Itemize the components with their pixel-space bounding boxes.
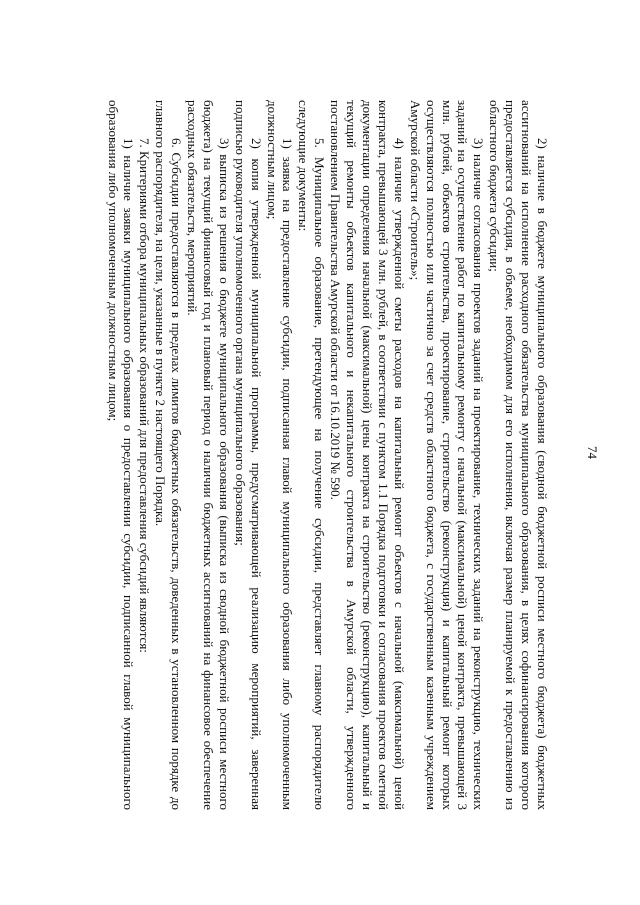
paragraph-section-5: 5. Муниципальное образование, претендующее на получение субсидии, представляет главному распорядителю следующие документы: [296, 100, 328, 810]
paragraph-item-3: 3) наличие согласования проектов заданий на проектирование, технических заданий на реконструкцию, технических заданий на осуществление работ по капитальному ремонту с начальной (максимальной) ценой контракта, превышающей 3 млн. рублей, объектов строительства, проектирование, строительство (реконструкция) и капитальный ремонт которых осуществляются полностью или частично за счет средств областного бюджета, с государственным казенным учреждением Амурской области «Строитель»; [407, 100, 487, 810]
paragraph-doc-3: 3) выписка из решения о бюджете муниципального образования (выписка из сводной бюджетной росписи местного бюджета) на текущий финансовый год и плановый период о наличии бюджетных ассигнований на финансовое обеспечение расходных обязательств, мероприятий. [185, 100, 232, 810]
page-number: 74 [585, 446, 600, 459]
paragraph-item-2: 2) наличие в бюджете муниципального образования (сводной бюджетной росписи местного бюджета) бюджетных ассигнований на исполнение расходного обязательства муниципального образования, в целях софинансирования которого предоставляется субсидия, в объеме, необходимом для его исполнения, включая размер планируемой к предоставлению из областного бюджета субсидии; [487, 100, 550, 810]
paragraph-doc-2: 2) копия утвержденной муниципальной программы, предусматривающей реализацию мероприятий, заверенная подписью руководителя уполномоченного органа муниципального образования; [232, 100, 264, 810]
paragraph-section-7: 7. Критериями отбора муниципальных образований для предоставления субсидий являются: [137, 138, 153, 653]
paragraph-doc-1: 1) заявка на предоставление субсидии, подписанная главой муниципального образования либо уполномоченным должностным лицом; [264, 100, 296, 810]
document-body [30, 100, 550, 810]
paragraph-section-6: 6. Субсидии предоставляются в пределах лимитов бюджетных обязательств, доведенных в установленном порядке до главного распорядителя, на цели, указанные в пункте 2 настоящего Порядка. [153, 100, 185, 810]
paragraph-item-4: 4) наличие утвержденной сметы расходов на капитальный ремонт объектов с начальной (максимальной) ценой контракта, превышающей 3 млн. рублей, в соответствии с пунктом 1.1 Порядка подготовки и согласования проектов сметной документации определения начальной (максимальной) цены контракта на строительство (реконструкцию), капитальный и текущий ремонты объектов капитального и некапитального строительства в Амурской области, утвержденного постановлением Правительства Амурской области от 16.10.2019 № 590. [328, 100, 407, 810]
paragraph-criterion-1: 1) наличие заявки муниципального образования о предоставлении субсидии, подписанной главой муниципального образования либо уполномоченным должностным лицом; [105, 100, 137, 810]
